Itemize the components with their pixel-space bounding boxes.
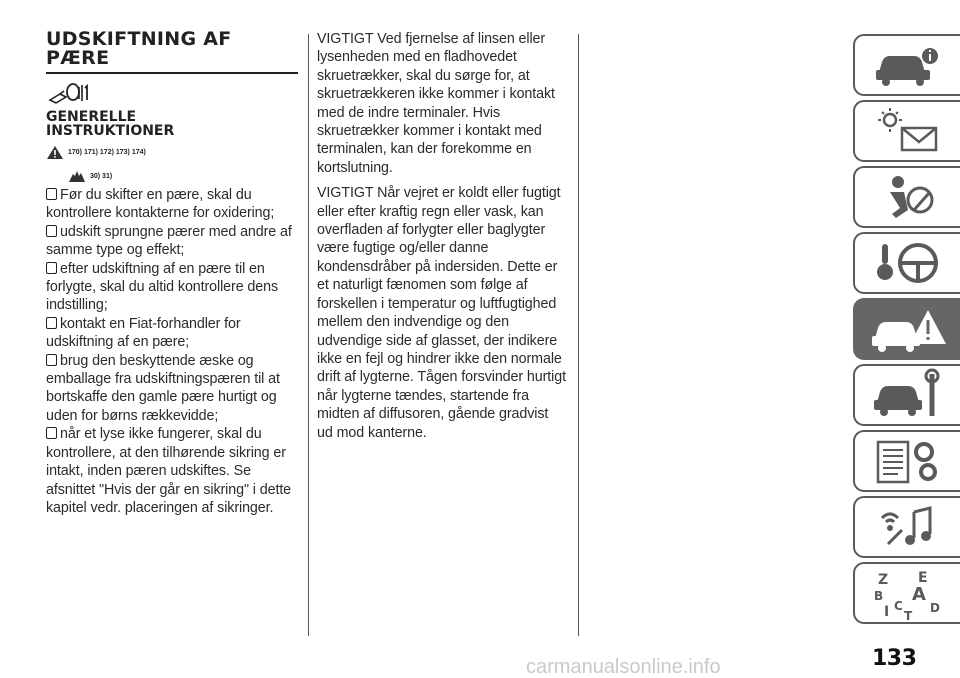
list-item: udskift sprungne pærer med andre af samme type og effekt;: [46, 223, 292, 259]
svg-text:Z: Z: [877, 572, 888, 588]
subheading: GENERELLE INSTRUKTIONER: [46, 109, 175, 139]
warning-references: [46, 144, 298, 160]
list-item: efter udskiftning af en pære til en forlygte, skal du altid kontrollere dens indstilling;: [46, 260, 279, 314]
tab-maintenance[interactable]: [853, 364, 960, 426]
svg-text:C: C: [893, 599, 903, 613]
column-divider-right: [578, 34, 579, 636]
tab-multimedia[interactable]: [853, 496, 960, 558]
important-note-screwdriver: VIGTIGT Ved fjernelse af linsen eller lysenheden med en fladhovedet skruetrækker, skal du sørge for, at skruetrækkeren ikke kommer i kontakt med de indre terminaler. Hvis skruetrækker kommer i kontakt med terminalen, kan der forekomme en kortslutning.: [317, 31, 555, 176]
steering-key-icon: [868, 236, 948, 290]
checkbox-bullet-icon: [46, 427, 57, 439]
checkbox-bullet-icon: [46, 354, 57, 366]
safety-airbag-icon: [868, 170, 948, 224]
tab-technical-data[interactable]: [853, 430, 960, 492]
tab-index[interactable]: [853, 562, 960, 624]
right-column: [317, 30, 575, 442]
tab-safety[interactable]: [853, 166, 960, 228]
svg-text:A: A: [911, 584, 926, 605]
left-column: [46, 30, 298, 517]
emergency-car-icon: [868, 302, 948, 356]
instruction-list: [46, 186, 298, 517]
car-info-icon: [868, 38, 948, 92]
caution-references: [68, 168, 298, 184]
warning-triangle-icon: [46, 145, 64, 160]
bulb-replacement-icon: [46, 80, 92, 106]
svg-text:E: E: [917, 570, 928, 586]
checkbox-bullet-icon: [46, 188, 57, 200]
tab-starting-driving[interactable]: [853, 232, 960, 294]
list-item: når et lyse ikke fungerer, skal du kontrollere, at den tilhørende sikring er intakt, inden pæren udskiftes. Se afsnittet "Hvis der går en sikring" i dette kapitel vedr. placeringen af sikringer.: [46, 426, 292, 516]
caution-hand-icon: [68, 169, 86, 183]
checkbox-bullet-icon: [46, 225, 57, 237]
svg-text:D: D: [929, 601, 940, 615]
multimedia-note-icon: [868, 500, 948, 554]
section-heading: UDSKIFTNING AF PÆRE: [46, 28, 232, 69]
list-item: kontakt en Fiat-forhandler for udskiftning af en pære;: [46, 315, 241, 351]
watermark: carmanualsonline.info: [526, 656, 721, 678]
list-item: Før du skifter en pære, skal du kontrollere kontakterne for oxidering;: [46, 187, 275, 222]
warning-reference-numbers: 170) 171) 172) 173) 174): [68, 148, 146, 156]
important-note-condensation: VIGTIGT Når vejret er koldt eller fugtigt eller efter kraftig regn eller vask, kan overfladen af forlygter eller baglygter være fugtige og/eller danne kondensdråber på indersiden. Dette er et naturligt fænomen som følge af forskellen i temperatur og luftfugtighed mellem den indvendige og den udvendige side af glasset, der indikere ikke en fejl og hindrer ikke den normale drift af lygterne. Tågen forsvinder hurtigt når lygterne tændes, startende fra midten af diffusoren, gående gradvist ud mod kanterne.: [317, 185, 566, 441]
tab-vehicle-knowledge[interactable]: [853, 34, 960, 96]
tab-warning-lights[interactable]: [853, 100, 960, 162]
alphabet-index-icon: [868, 566, 948, 620]
checkbox-bullet-icon: [46, 317, 57, 329]
svg-text:I: I: [883, 604, 889, 620]
lights-message-icon: [868, 104, 948, 158]
heading-rule: [46, 72, 298, 74]
column-divider-left: [308, 34, 309, 636]
svg-text:B: B: [873, 589, 883, 603]
svg-text:T: T: [903, 609, 912, 620]
checkbox-bullet-icon: [46, 262, 57, 274]
page-number: 133: [872, 646, 917, 671]
document-gears-icon: [868, 434, 948, 488]
car-wrench-icon: [868, 368, 948, 422]
list-item: brug den beskyttende æske og emballage fra udskiftningspæren til at bortskaffe den gamle pære hurtigt og uden for børns rækkevidde;: [46, 352, 280, 424]
chapter-tabs: [853, 34, 960, 628]
tab-emergency[interactable]: [853, 298, 960, 360]
caution-reference-numbers: 30) 31): [90, 172, 113, 180]
